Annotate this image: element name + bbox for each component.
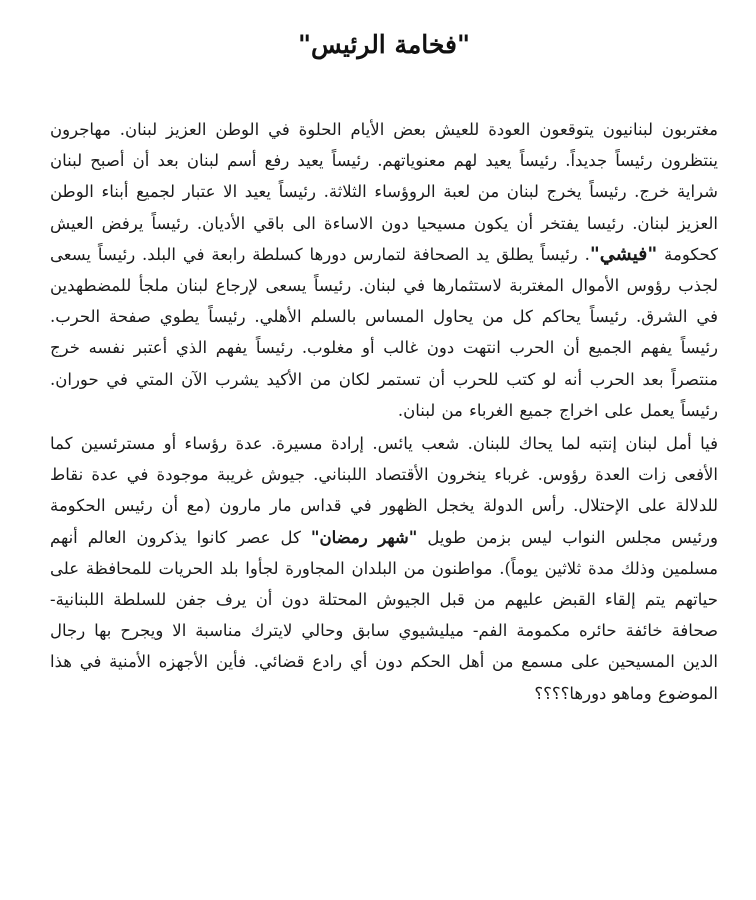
text-line: شراية خرج. رئيساً يخرج لبنان من لعبة الروؤساء الثلاثة. رئيساً يعيد الا عتبار لجميع أبناء الوطن — [50, 182, 718, 202]
text-line: . رئيساً يطلق يد الصحافة لتمارس دورها كسلطة رابعة في البلد. رئيساً يسعى — [50, 244, 590, 264]
text-line: كحكومة — [664, 244, 718, 264]
text-line: يعمل على اخراج جميع الغرباء من لبنان. — [397, 400, 675, 420]
text-line: مسمع من أهل الحكم دون أي رادع قضائي. فأين الأجهزه الأمنية في هذا الموضوع وماهو — [50, 652, 718, 703]
text-line: بعد الحرب أنه لو كتب للحرب أن تستمر لكان من الأكيد يشرب الآن المتي في حوران. رئيساً — [50, 369, 718, 420]
vichy-quote: "فيشي" — [589, 242, 658, 265]
article-title: "فخامة الرئيس" — [298, 30, 470, 59]
text-line: مغتربون لبنانيون يتوقعون العودة للعيش بعض الأيام الحلوة في الوطن العزيز لبنان. مهاجرون — [50, 120, 718, 139]
text-line: لجذب رؤوس الأموال المغتربة لاستثمارها في لبنان. رئيساً يسعى لإرجاع لبنان ملجأ للمضطهدين في — [50, 276, 718, 327]
text-line: دورها؟؟؟؟ — [534, 683, 607, 703]
text-line: وذلك مدة ثلاثين يوماً). مواطنون من البلدان المجاورة لجأوا بلد الحريات للمحافظة على حياتهم يتم — [50, 558, 718, 610]
text-line: كل عصر كانوا يذكرون العالم أنهم مسلمين — [50, 527, 719, 578]
article-body — [50, 114, 718, 709]
text-line: ينتظرون رئيساً جديداً. رئيساً يعيد لهم معنوياتهم. رئيساً يعيد رفع أسم لبنان بعد أن أصبح لبنان — [50, 151, 718, 171]
paragraph-2 — [50, 428, 718, 709]
text-line: ورئيس مجلس النواب ليس بزمن طويل — [427, 527, 718, 547]
paragraph-1 — [50, 114, 718, 426]
ramadan-quote: "شهر رمضان" — [310, 527, 418, 547]
text-line: فيا أمل لبنان إنتبه لما يحاك للبنان. شعب يائس. إرادة مسيرة. عدة رؤساء أو مسترئسين كما — [50, 434, 718, 454]
text-line: مكمومة الفم- ميليشيوي سابق وحالي لايترك مناسبة الا ويجرح بها رجال الدين المسيحين على — [50, 621, 719, 672]
text-line: العزيز لبنان. رئيسا يفتخر أن يكون مسيحيا دون الاساءة الى باقي الأديان. رئيساً يرفض العيش — [50, 213, 718, 233]
text-line: الأفعى زات العدة رؤوس. غرباء ينخرون الأقتصاد اللبناني. جيوش غريبة موجودة في عدة نقاط — [50, 465, 718, 485]
text-line: للدلالة على الإحتلال. رأس الدولة يخجل الظهور في قداس مار مارون (مع أن رئيس الحكومة — [50, 496, 718, 516]
text-line: يفهم الجميع أن الحرب انتهت دون غالب أو مغلوب. رئيساً يفهم الذي أعتبر نفسه خرج منتصراً — [50, 338, 718, 389]
text-line: الشرق. رئيساً يحاكم كل من يحاول المساس بالسلم الأهلي. رئيساً يطوي صفحة الحرب. رئيساً — [50, 307, 719, 358]
text-line: إلقاء القبض عليهم من قبل الجيوش المحتلة دون أن يرف جفن للسلطة اللبنانية- صحافة خائفة حائره — [50, 590, 718, 641]
